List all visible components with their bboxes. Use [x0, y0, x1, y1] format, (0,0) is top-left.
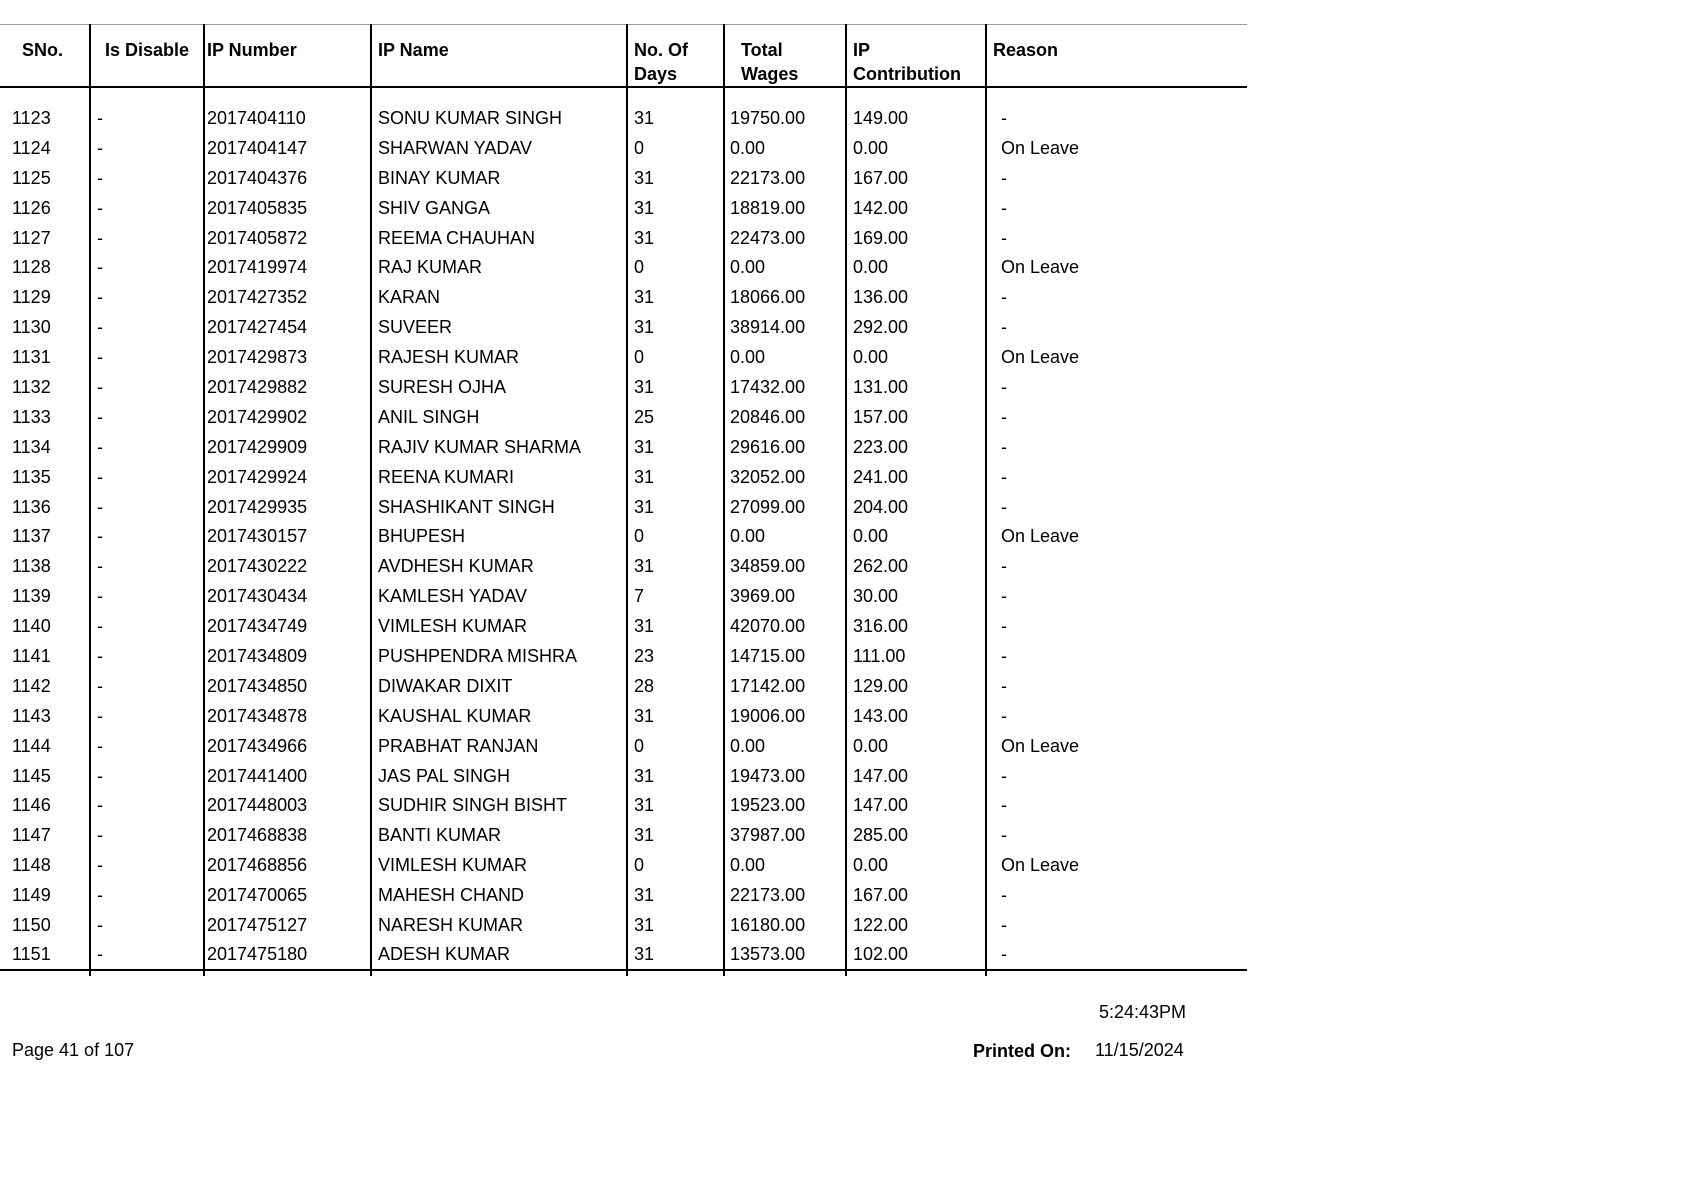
cell-reason: -	[986, 671, 1247, 701]
table-row	[0, 581, 1247, 611]
cell-is-disable: -	[90, 492, 204, 522]
cell-total-wages: 17432.00	[724, 372, 846, 402]
cell-is-disable: -	[90, 432, 204, 462]
cell-sno: 1149	[12, 885, 51, 906]
cell-ip-contribution: 0.00	[846, 342, 986, 372]
cell-ip-number: 2017434878	[204, 701, 371, 731]
table-row	[0, 432, 1247, 462]
cell-reason: -	[986, 611, 1247, 641]
cell-no-of-days: 31	[627, 701, 724, 731]
cell-ip-number: 2017429882	[204, 372, 371, 402]
cell-reason: On Leave	[986, 731, 1247, 761]
cell-is-disable: -	[90, 312, 204, 342]
cell-reason: On Leave	[986, 521, 1247, 551]
cell-ip-name: JAS PAL SINGH	[371, 761, 627, 791]
table-row	[0, 223, 1247, 253]
cell-sno: 1129	[12, 287, 51, 308]
cell-ip-name: DIWAKAR DIXIT	[371, 671, 627, 701]
cell-is-disable: -	[90, 252, 204, 282]
cell-reason: -	[986, 282, 1247, 312]
cell-ip-name: SONU KUMAR SINGH	[371, 103, 627, 133]
cell-total-wages: 13573.00	[724, 940, 846, 970]
cell-ip-number: 2017430434	[204, 581, 371, 611]
cell-ip-contribution: 0.00	[846, 521, 986, 551]
header-ip-number: IP Number	[204, 25, 371, 88]
cell-ip-contribution: 136.00	[846, 282, 986, 312]
cell-ip-name: REEMA CHAUHAN	[371, 223, 627, 253]
cell-ip-name: VIMLESH KUMAR	[371, 611, 627, 641]
cell-sno: 1148	[12, 855, 51, 876]
cell-sno: 1138	[12, 556, 51, 577]
cell-ip-name: REENA KUMARI	[371, 462, 627, 492]
cell-is-disable: -	[90, 223, 204, 253]
cell-reason: On Leave	[986, 850, 1247, 880]
cell-total-wages: 0.00	[724, 521, 846, 551]
cell-total-wages: 19750.00	[724, 103, 846, 133]
cell-sno: 1135	[12, 466, 51, 487]
cell-ip-name: SHARWAN YADAV	[371, 133, 627, 163]
cell-is-disable: -	[90, 163, 204, 193]
cell-total-wages: 34859.00	[724, 551, 846, 581]
cell-reason: -	[986, 462, 1247, 492]
cell-sno: 1142	[12, 675, 51, 696]
cell-is-disable: -	[90, 820, 204, 850]
table-row	[0, 671, 1247, 701]
cell-ip-name: RAJ KUMAR	[371, 252, 627, 282]
cell-sno: 1146	[12, 795, 51, 816]
table-row	[0, 312, 1247, 342]
cell-sno: 1127	[12, 227, 51, 248]
table-row	[0, 521, 1247, 551]
cell-total-wages: 22473.00	[724, 223, 846, 253]
cell-total-wages: 0.00	[724, 731, 846, 761]
cell-no-of-days: 31	[627, 790, 724, 820]
cell-total-wages: 0.00	[724, 252, 846, 282]
table-row	[0, 252, 1247, 282]
cell-ip-contribution: 30.00	[846, 581, 986, 611]
ip-contribution-table	[0, 24, 1247, 976]
cell-is-disable: -	[90, 641, 204, 671]
cell-ip-name: MAHESH CHAND	[371, 880, 627, 910]
table-row	[0, 492, 1247, 522]
cell-ip-number: 2017475180	[204, 940, 371, 970]
header-spacer-row	[0, 87, 1247, 103]
cell-is-disable: -	[90, 103, 204, 133]
table-row	[0, 940, 1247, 970]
cell-no-of-days: 0	[627, 521, 724, 551]
cell-ip-number: 2017434850	[204, 671, 371, 701]
table-row	[0, 910, 1247, 940]
cell-reason: -	[986, 701, 1247, 731]
table-row	[0, 820, 1247, 850]
table-row	[0, 103, 1247, 133]
cell-reason: -	[986, 492, 1247, 522]
cell-is-disable: -	[90, 671, 204, 701]
cell-ip-name: SURESH OJHA	[371, 372, 627, 402]
header-no-of-days: No. Of Days	[627, 25, 724, 88]
table-footer-ticks	[0, 970, 1247, 976]
cell-total-wages: 16180.00	[724, 910, 846, 940]
cell-sno: 1124	[12, 137, 51, 158]
cell-sno: 1132	[12, 376, 51, 397]
table-row	[0, 402, 1247, 432]
cell-total-wages: 19006.00	[724, 701, 846, 731]
cell-ip-number: 2017448003	[204, 790, 371, 820]
cell-total-wages: 22173.00	[724, 163, 846, 193]
cell-no-of-days: 7	[627, 581, 724, 611]
cell-no-of-days: 31	[627, 492, 724, 522]
cell-is-disable: -	[90, 850, 204, 880]
cell-is-disable: -	[90, 910, 204, 940]
cell-total-wages: 20846.00	[724, 402, 846, 432]
cell-ip-number: 2017429909	[204, 432, 371, 462]
cell-is-disable: -	[90, 551, 204, 581]
cell-ip-number: 2017404376	[204, 163, 371, 193]
cell-is-disable: -	[90, 133, 204, 163]
cell-ip-name: RAJIV KUMAR SHARMA	[371, 432, 627, 462]
header-ip-contribution: IP Contribution	[846, 25, 986, 88]
cell-ip-number: 2017405835	[204, 193, 371, 223]
cell-reason: -	[986, 402, 1247, 432]
cell-no-of-days: 31	[627, 282, 724, 312]
cell-sno: 1145	[12, 765, 51, 786]
cell-reason: On Leave	[986, 342, 1247, 372]
cell-ip-number: 2017427352	[204, 282, 371, 312]
cell-ip-name: SUVEER	[371, 312, 627, 342]
cell-no-of-days: 31	[627, 163, 724, 193]
cell-no-of-days: 31	[627, 312, 724, 342]
cell-no-of-days: 28	[627, 671, 724, 701]
cell-ip-contribution: 102.00	[846, 940, 986, 970]
cell-no-of-days: 31	[627, 940, 724, 970]
cell-ip-contribution: 147.00	[846, 790, 986, 820]
cell-reason: -	[986, 193, 1247, 223]
cell-is-disable: -	[90, 611, 204, 641]
cell-sno: 1123	[12, 107, 51, 128]
cell-no-of-days: 31	[627, 551, 724, 581]
cell-no-of-days: 31	[627, 462, 724, 492]
cell-no-of-days: 31	[627, 820, 724, 850]
cell-is-disable: -	[90, 402, 204, 432]
cell-no-of-days: 31	[627, 372, 724, 402]
cell-ip-number: 2017434966	[204, 731, 371, 761]
cell-ip-number: 2017429935	[204, 492, 371, 522]
cell-ip-contribution: 169.00	[846, 223, 986, 253]
print-date: 11/15/2024	[1095, 1040, 1184, 1060]
cell-no-of-days: 0	[627, 252, 724, 282]
cell-ip-contribution: 262.00	[846, 551, 986, 581]
cell-ip-contribution: 167.00	[846, 163, 986, 193]
cell-reason: -	[986, 103, 1247, 133]
cell-no-of-days: 31	[627, 223, 724, 253]
page-indicator: Page 41 of 107	[12, 1040, 135, 1060]
cell-ip-name: ADESH KUMAR	[371, 940, 627, 970]
cell-no-of-days: 31	[627, 761, 724, 791]
cell-total-wages: 19523.00	[724, 790, 846, 820]
header-is-disable: Is Disable	[90, 25, 204, 88]
cell-sno: 1133	[12, 406, 51, 427]
cell-reason: -	[986, 432, 1247, 462]
cell-ip-name: KARAN	[371, 282, 627, 312]
cell-ip-contribution: 131.00	[846, 372, 986, 402]
cell-ip-name: ANIL SINGH	[371, 402, 627, 432]
cell-no-of-days: 0	[627, 133, 724, 163]
cell-ip-number: 2017430157	[204, 521, 371, 551]
cell-ip-number: 2017468838	[204, 820, 371, 850]
cell-no-of-days: 0	[627, 342, 724, 372]
cell-ip-contribution: 157.00	[846, 402, 986, 432]
table-row	[0, 282, 1247, 312]
cell-ip-name: PUSHPENDRA MISHRA	[371, 641, 627, 671]
printed-on-label: Printed On:	[973, 1041, 1071, 1061]
cell-total-wages: 19473.00	[724, 761, 846, 791]
cell-total-wages: 18066.00	[724, 282, 846, 312]
cell-ip-contribution: 316.00	[846, 611, 986, 641]
cell-ip-name: KAMLESH YADAV	[371, 581, 627, 611]
cell-sno: 1131	[12, 347, 51, 368]
cell-total-wages: 22173.00	[724, 880, 846, 910]
cell-sno: 1143	[12, 705, 51, 726]
table-row	[0, 611, 1247, 641]
cell-ip-contribution: 223.00	[846, 432, 986, 462]
cell-ip-contribution: 167.00	[846, 880, 986, 910]
cell-ip-name: AVDHESH KUMAR	[371, 551, 627, 581]
cell-reason: -	[986, 910, 1247, 940]
cell-is-disable: -	[90, 581, 204, 611]
table-row	[0, 163, 1247, 193]
cell-total-wages: 42070.00	[724, 611, 846, 641]
cell-sno: 1125	[12, 167, 51, 188]
cell-ip-contribution: 129.00	[846, 671, 986, 701]
cell-ip-contribution: 0.00	[846, 133, 986, 163]
cell-sno: 1144	[12, 735, 51, 756]
cell-ip-number: 2017434809	[204, 641, 371, 671]
cell-is-disable: -	[90, 193, 204, 223]
cell-is-disable: -	[90, 342, 204, 372]
cell-ip-number: 2017429873	[204, 342, 371, 372]
cell-total-wages: 14715.00	[724, 641, 846, 671]
table-row	[0, 462, 1247, 492]
cell-ip-number: 2017475127	[204, 910, 371, 940]
cell-ip-contribution: 147.00	[846, 761, 986, 791]
cell-reason: -	[986, 761, 1247, 791]
table-row	[0, 372, 1247, 402]
cell-sno: 1139	[12, 586, 51, 607]
cell-reason: -	[986, 372, 1247, 402]
cell-no-of-days: 0	[627, 731, 724, 761]
cell-ip-contribution: 143.00	[846, 701, 986, 731]
header-reason: Reason	[986, 25, 1247, 88]
cell-reason: -	[986, 790, 1247, 820]
cell-is-disable: -	[90, 940, 204, 970]
cell-no-of-days: 31	[627, 432, 724, 462]
cell-ip-contribution: 0.00	[846, 850, 986, 880]
cell-reason: On Leave	[986, 252, 1247, 282]
cell-reason: -	[986, 312, 1247, 342]
cell-is-disable: -	[90, 462, 204, 492]
table-body	[0, 87, 1247, 970]
cell-ip-contribution: 285.00	[846, 820, 986, 850]
cell-reason: -	[986, 940, 1247, 970]
cell-is-disable: -	[90, 372, 204, 402]
cell-ip-name: KAUSHAL KUMAR	[371, 701, 627, 731]
cell-ip-contribution: 204.00	[846, 492, 986, 522]
cell-no-of-days: 0	[627, 850, 724, 880]
cell-reason: -	[986, 820, 1247, 850]
cell-ip-number: 2017430222	[204, 551, 371, 581]
cell-ip-contribution: 111.00	[846, 641, 986, 671]
cell-total-wages: 27099.00	[724, 492, 846, 522]
cell-reason: -	[986, 163, 1247, 193]
cell-ip-number: 2017404110	[204, 103, 371, 133]
cell-total-wages: 29616.00	[724, 432, 846, 462]
cell-ip-name: SUDHIR SINGH BISHT	[371, 790, 627, 820]
table-row	[0, 342, 1247, 372]
cell-ip-name: VIMLESH KUMAR	[371, 850, 627, 880]
table-row	[0, 641, 1247, 671]
cell-is-disable: -	[90, 790, 204, 820]
cell-reason: -	[986, 581, 1247, 611]
cell-reason: -	[986, 641, 1247, 671]
cell-total-wages: 0.00	[724, 850, 846, 880]
cell-ip-number: 2017470065	[204, 880, 371, 910]
cell-reason: On Leave	[986, 133, 1247, 163]
table-row	[0, 731, 1247, 761]
cell-ip-contribution: 142.00	[846, 193, 986, 223]
cell-sno: 1136	[12, 496, 51, 517]
cell-ip-contribution: 0.00	[846, 252, 986, 282]
cell-sno: 1134	[12, 436, 51, 457]
cell-no-of-days: 31	[627, 910, 724, 940]
cell-reason: -	[986, 880, 1247, 910]
cell-ip-number: 2017429924	[204, 462, 371, 492]
cell-ip-name: SHIV GANGA	[371, 193, 627, 223]
cell-is-disable: -	[90, 282, 204, 312]
cell-no-of-days: 31	[627, 193, 724, 223]
cell-ip-name: NARESH KUMAR	[371, 910, 627, 940]
cell-sno: 1141	[12, 645, 51, 666]
cell-total-wages: 0.00	[724, 133, 846, 163]
cell-total-wages: 0.00	[724, 342, 846, 372]
cell-ip-name: SHASHIKANT SINGH	[371, 492, 627, 522]
cell-ip-name: BHUPESH	[371, 521, 627, 551]
cell-ip-number: 2017468856	[204, 850, 371, 880]
cell-ip-number: 2017419974	[204, 252, 371, 282]
cell-no-of-days: 25	[627, 402, 724, 432]
cell-ip-number: 2017404147	[204, 133, 371, 163]
table-row	[0, 133, 1247, 163]
cell-ip-name: BINAY KUMAR	[371, 163, 627, 193]
cell-ip-name: PRABHAT RANJAN	[371, 731, 627, 761]
cell-ip-number: 2017405872	[204, 223, 371, 253]
print-time: 5:24:43PM	[1099, 1002, 1187, 1022]
cell-total-wages: 18819.00	[724, 193, 846, 223]
cell-is-disable: -	[90, 731, 204, 761]
cell-sno: 1147	[12, 825, 51, 846]
cell-total-wages: 32052.00	[724, 462, 846, 492]
cell-no-of-days: 31	[627, 103, 724, 133]
header-ip-name: IP Name	[371, 25, 627, 88]
header-row	[0, 25, 1247, 88]
cell-ip-contribution: 149.00	[846, 103, 986, 133]
cell-sno: 1151	[0, 940, 90, 970]
header-sno: SNo.	[22, 40, 64, 60]
cell-ip-contribution: 292.00	[846, 312, 986, 342]
table-row	[0, 551, 1247, 581]
cell-is-disable: -	[90, 521, 204, 551]
cell-ip-number: 2017434749	[204, 611, 371, 641]
table-row	[0, 761, 1247, 791]
table-row	[0, 850, 1247, 880]
cell-total-wages: 37987.00	[724, 820, 846, 850]
cell-sno: 1126	[12, 197, 51, 218]
cell-is-disable: -	[90, 880, 204, 910]
cell-sno: 1137	[12, 526, 51, 547]
table-row	[0, 193, 1247, 223]
cell-no-of-days: 23	[627, 641, 724, 671]
table-row	[0, 880, 1247, 910]
cell-ip-number: 2017429902	[204, 402, 371, 432]
cell-reason: -	[986, 223, 1247, 253]
cell-is-disable: -	[90, 701, 204, 731]
cell-ip-number: 2017427454	[204, 312, 371, 342]
cell-ip-name: RAJESH KUMAR	[371, 342, 627, 372]
cell-no-of-days: 31	[627, 611, 724, 641]
table-row	[0, 701, 1247, 731]
cell-sno: 1150	[12, 914, 51, 935]
header-total-wages: Total Wages	[724, 25, 846, 88]
cell-ip-contribution: 122.00	[846, 910, 986, 940]
cell-ip-number: 2017441400	[204, 761, 371, 791]
cell-total-wages: 3969.00	[724, 581, 846, 611]
cell-reason: -	[986, 551, 1247, 581]
cell-ip-contribution: 241.00	[846, 462, 986, 492]
cell-is-disable: -	[90, 761, 204, 791]
cell-sno: 1128	[12, 257, 51, 278]
cell-ip-contribution: 0.00	[846, 731, 986, 761]
cell-no-of-days: 31	[627, 880, 724, 910]
cell-total-wages: 38914.00	[724, 312, 846, 342]
cell-total-wages: 17142.00	[724, 671, 846, 701]
table-header	[0, 25, 1247, 88]
cell-sno: 1130	[12, 317, 51, 338]
cell-ip-name: BANTI KUMAR	[371, 820, 627, 850]
cell-sno: 1140	[12, 616, 51, 637]
table-row	[0, 790, 1247, 820]
